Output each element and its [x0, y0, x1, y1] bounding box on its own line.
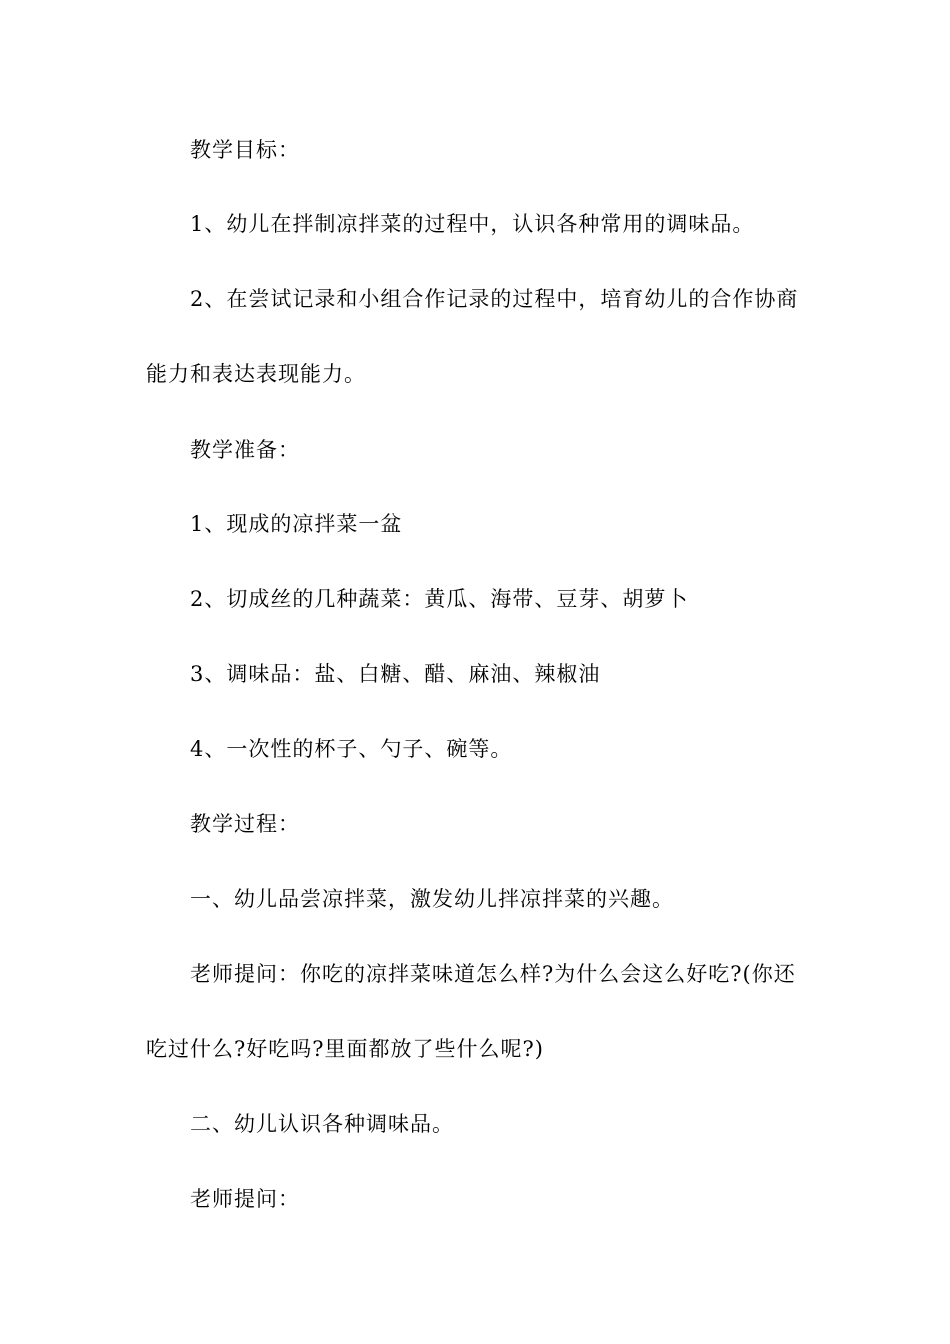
- prep-item-2: 2、切成丝的几种蔬菜：黄瓜、海带、豆芽、胡萝卜: [190, 587, 689, 611]
- heading-teaching-process: 教学过程：: [190, 812, 300, 836]
- goal-item-2-continued: 能力和表达表现能力。: [146, 362, 366, 386]
- teacher-question-1: 老师提问：你吃的凉拌菜味道怎么样?为什么会这么好吃?(你还: [190, 962, 796, 986]
- heading-teaching-goals: 教学目标：: [190, 138, 300, 162]
- prep-item-1: 1、现成的凉拌菜一盆: [190, 512, 403, 536]
- process-step-1: 一、幼儿品尝凉拌菜，激发幼儿拌凉拌菜的兴趣。: [190, 887, 674, 911]
- teacher-question-1-continued: 吃过什么?好吃吗?里面都放了些什么呢?): [146, 1037, 544, 1061]
- teacher-question-2: 老师提问：: [190, 1187, 300, 1211]
- prep-item-3: 3、调味品：盐、白糖、醋、麻油、辣椒油: [190, 662, 601, 686]
- goal-item-2: 2、在尝试记录和小组合作记录的过程中，培育幼儿的合作协商: [190, 287, 799, 311]
- process-step-2: 二、幼儿认识各种调味品。: [190, 1112, 454, 1136]
- goal-item-1: 1、幼儿在拌制凉拌菜的过程中，认识各种常用的调味品。: [190, 212, 755, 236]
- heading-teaching-preparation: 教学准备：: [190, 438, 300, 462]
- prep-item-4: 4、一次性的杯子、勺子、碗等。: [190, 737, 513, 761]
